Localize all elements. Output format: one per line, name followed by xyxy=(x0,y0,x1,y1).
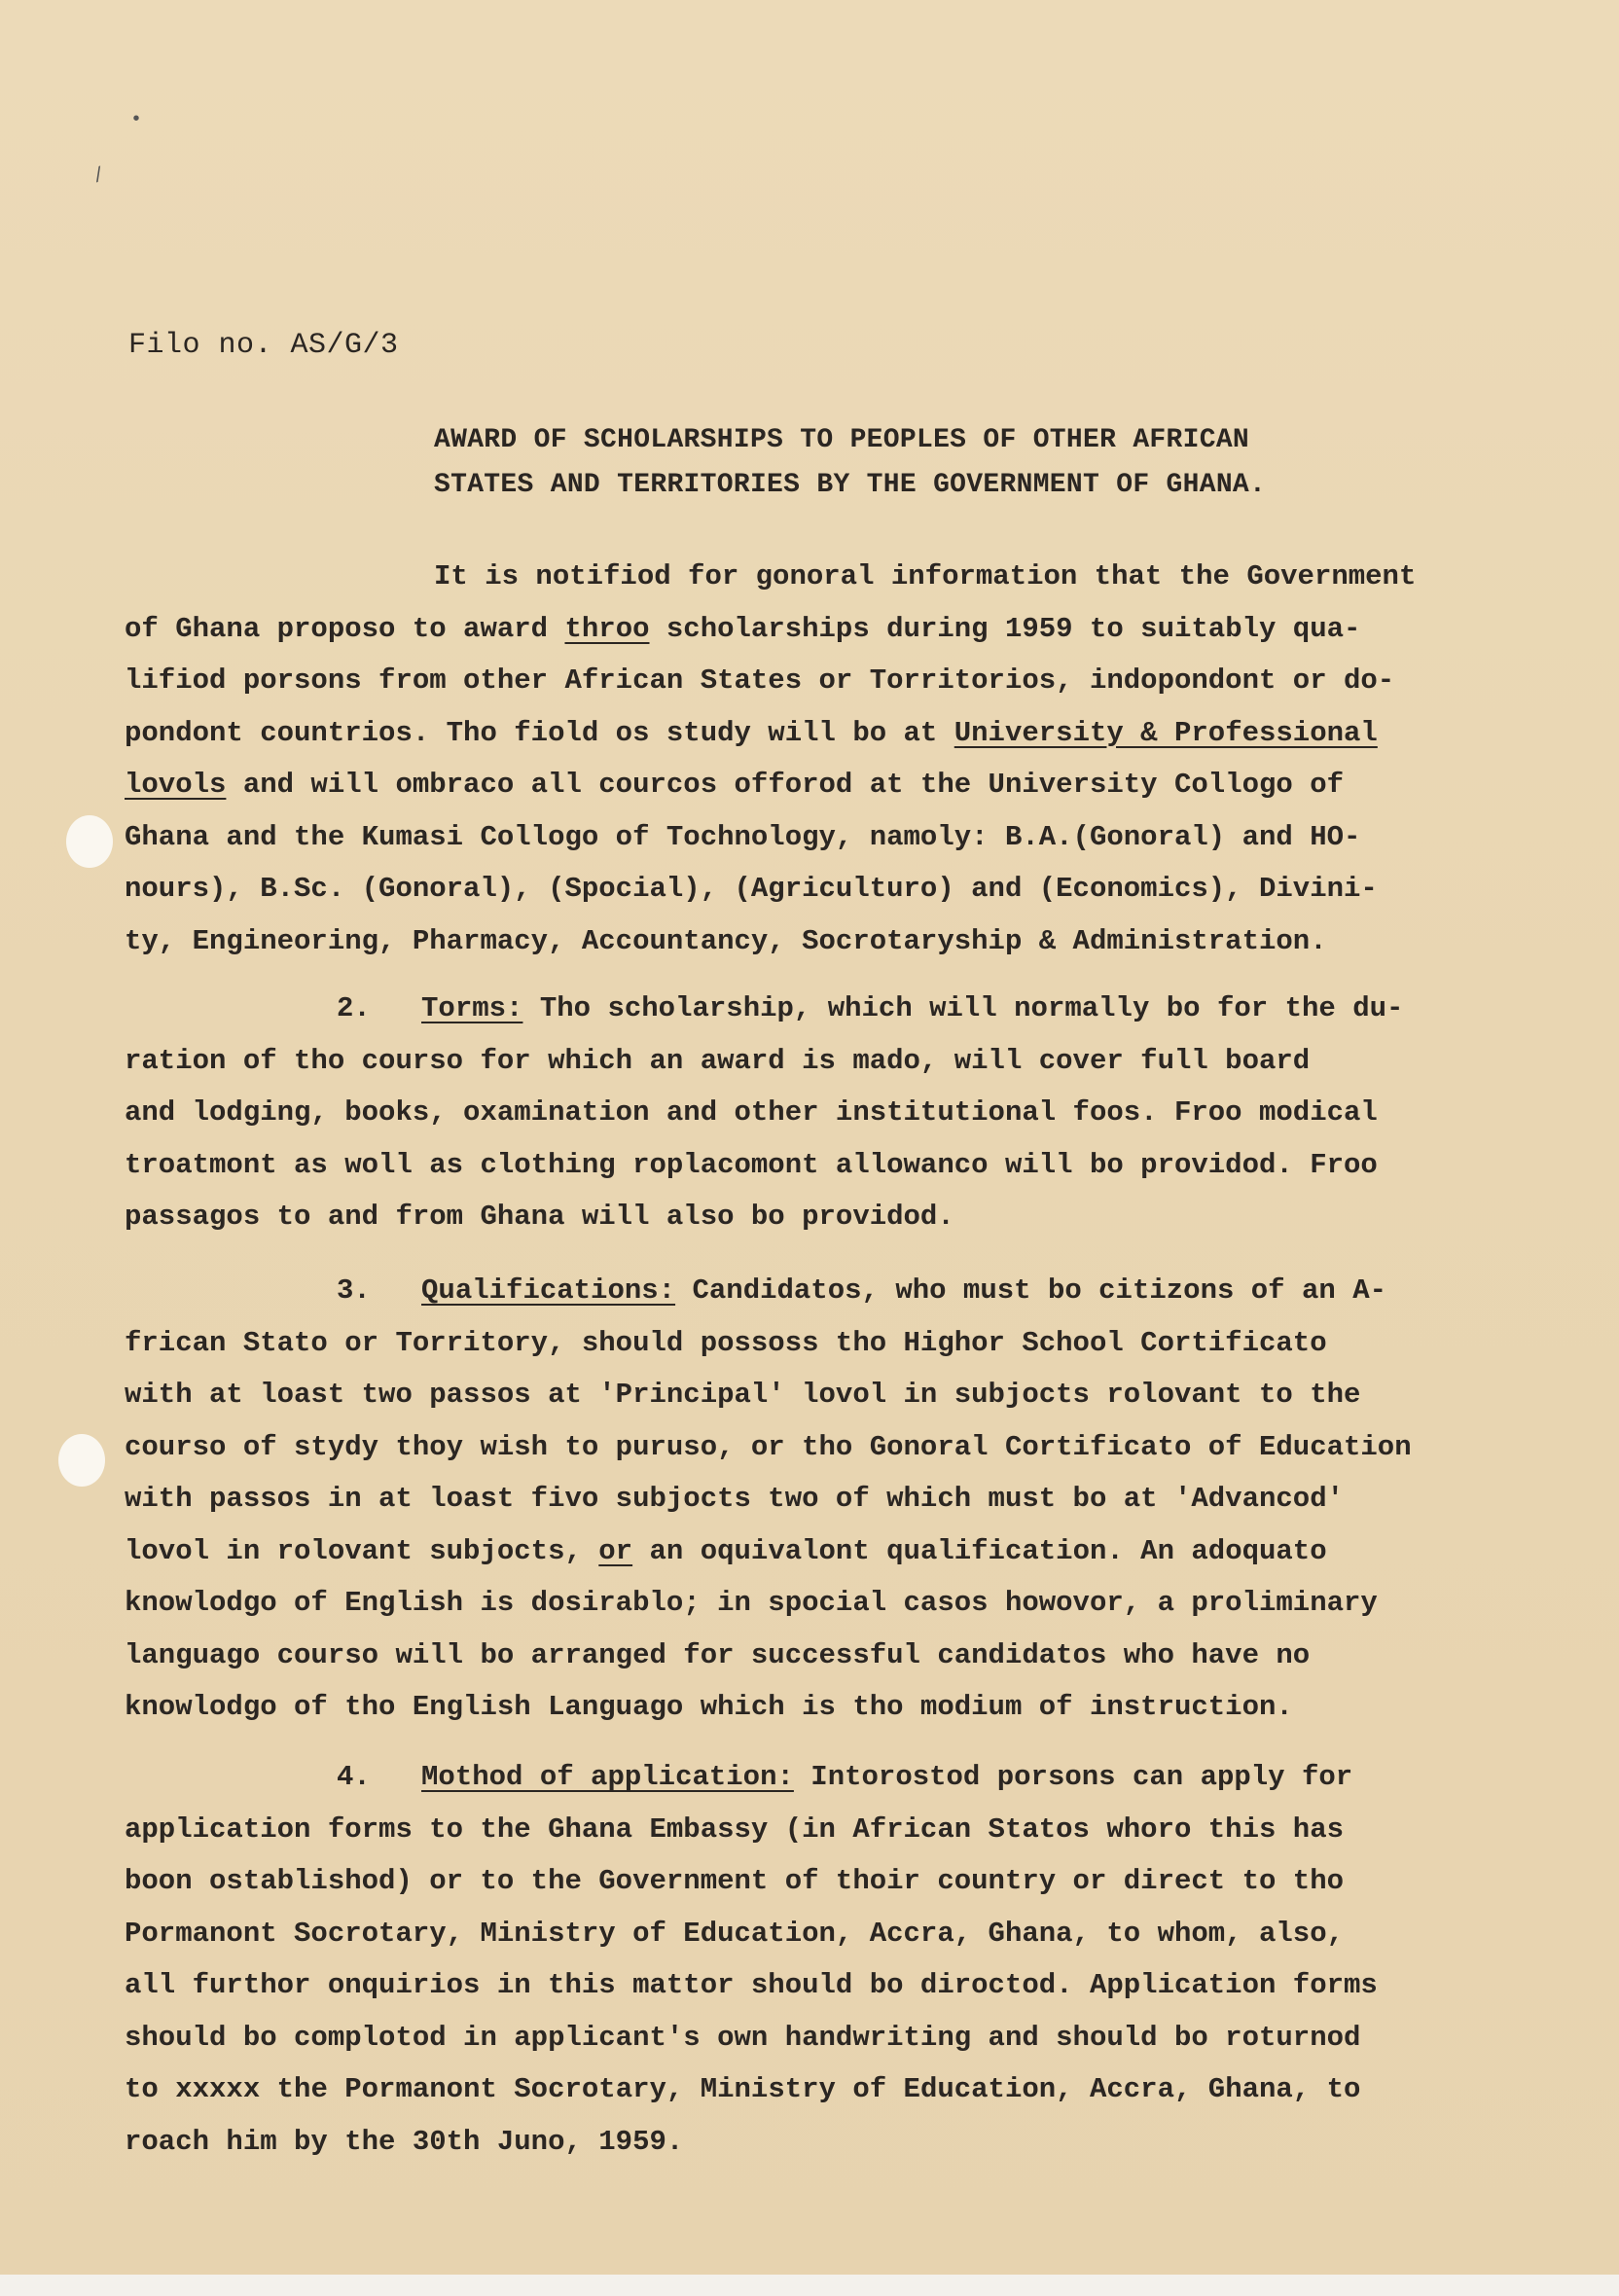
underlined-word: or xyxy=(598,1534,633,1567)
punch-hole xyxy=(66,815,113,868)
section-heading: Qualifications: xyxy=(421,1274,676,1307)
text-line: frican Stato or Torritory, should possoss tho Highor School Cortificato xyxy=(125,1326,1327,1359)
struck-out-text: xxxxx xyxy=(175,2073,261,2105)
text-line xyxy=(125,759,1555,811)
title-line: AWARD OF SCHOLARSHIPS TO PEOPLES OF OTHER AFRICAN xyxy=(434,425,1250,455)
text-line xyxy=(125,707,1555,760)
text-run: the Pormanont Socrotary, Ministry of Education, Accra, Ghana, to xyxy=(260,2073,1361,2105)
paragraph-terms xyxy=(125,983,1555,1243)
text-line: Ghana and the Kumasi Collogo of Tochnology, namoly: B.A.(Gonoral) and HO- xyxy=(125,820,1361,853)
text-line: should bo complotod in applicant's own handwriting and should bo roturnod xyxy=(125,2021,1361,2054)
text-line: troatmont as woll as clothing roplacomont allowanco will bo providod. Froo xyxy=(125,1148,1378,1181)
ink-mark: / xyxy=(90,163,109,190)
text-line: ration of tho courso for which an award is mado, will cover full board xyxy=(125,1044,1311,1077)
text-run: and will ombraco all courcos offorod at the University Collogo of xyxy=(226,769,1345,801)
text-run: pondont countrios. Tho fiold os study will bo at xyxy=(125,716,954,749)
document-title xyxy=(434,418,1504,508)
paragraph-number: 3. xyxy=(337,1274,371,1307)
file-number: Filo no. AS/G/3 xyxy=(128,329,399,362)
text-line: all furthor onquirios in this mattor should bo diroctod. Application forms xyxy=(125,1969,1378,2001)
text-line: ty, Engineoring, Pharmacy, Accountancy, Socrotaryship & Administration. xyxy=(125,924,1327,957)
text-line: with passos in at loast fivo subjocts two of which must bo at 'Advancod' xyxy=(125,1483,1345,1515)
paragraph-number: 4. xyxy=(337,1761,371,1793)
text-line xyxy=(125,1265,1555,1317)
text-line xyxy=(125,603,1555,656)
text-run: Intorostod porsons can apply for xyxy=(793,1761,1353,1793)
text-line xyxy=(125,2063,1555,2116)
text-line: and lodging, books, oxamination and other institutional foos. Froo modical xyxy=(125,1096,1378,1129)
text-line: courso of stydy thoy wish to puruso, or tho Gonoral Cortificato of Education xyxy=(125,1430,1412,1463)
text-line: roach him by the 30th Juno, 1959. xyxy=(125,2125,684,2158)
text-line xyxy=(125,1751,1555,1804)
punch-hole xyxy=(58,1434,105,1487)
paragraph-intro xyxy=(125,551,1555,967)
section-heading: Mothod of application: xyxy=(421,1761,794,1793)
text-line: Pormanont Socrotary, Ministry of Education, Accra, Ghana, to whom, also, xyxy=(125,1917,1345,1950)
text-run: of Ghana proposo to award xyxy=(125,612,565,645)
text-line: knowlodgo of English is dosirablo; in spocial casos howovor, a proliminary xyxy=(125,1587,1378,1619)
section-heading: Torms: xyxy=(421,992,523,1024)
text-line: languago courso will bo arranged for successful candidatos who have no xyxy=(125,1638,1311,1671)
text-run: scholarships during 1959 to suitably qua- xyxy=(649,612,1361,645)
text-run: Tho scholarship, which will normally bo for the du- xyxy=(522,992,1404,1024)
paragraph-number: 2. xyxy=(337,992,371,1024)
text-line: nours), B.Sc. (Gonoral), (Spocial), (Agriculturo) and (Economics), Divini- xyxy=(125,873,1378,905)
text-line: passagos to and from Ghana will also bo providod. xyxy=(125,1201,954,1233)
paragraph-qualifications xyxy=(125,1265,1555,1734)
paragraph-method-of-application xyxy=(125,1751,1555,2168)
underlined-phrase: University & Professional xyxy=(953,716,1378,749)
text-line: It is notifiod for gonoral information that the Government xyxy=(434,560,1417,592)
title-line: STATES AND TERRITORIES BY THE GOVERNMENT OF GHANA. xyxy=(434,470,1267,500)
ink-speck: • xyxy=(130,109,143,131)
page-bottom-edge xyxy=(0,2275,1619,2296)
text-line: knowlodgo of tho English Languago which is tho modium of instruction. xyxy=(125,1691,1293,1723)
text-run: lovol in rolovant subjocts, xyxy=(125,1534,599,1567)
text-line xyxy=(125,983,1555,1035)
text-run: an oquivalont qualification. An adoquato xyxy=(632,1534,1327,1567)
text-line: with at loast two passos at 'Principal' lovol in subjocts rolovant to the xyxy=(125,1379,1361,1411)
text-line: application forms to the Ghana Embassy (in African Statos whoro this has xyxy=(125,1812,1345,1846)
text-line: lifiod porsons from other African States or Torritorios, indopondont or do- xyxy=(125,664,1395,697)
text-run: Candidatos, who must bo citizons of an A- xyxy=(675,1274,1386,1307)
text-line: boon ostablishod) or to the Government of thoir country or direct to tho xyxy=(125,1865,1345,1897)
underlined-word: throo xyxy=(564,612,650,645)
text-line xyxy=(125,1525,1555,1578)
text-run: to xyxy=(125,2073,176,2105)
underlined-word: lovols xyxy=(125,769,227,801)
